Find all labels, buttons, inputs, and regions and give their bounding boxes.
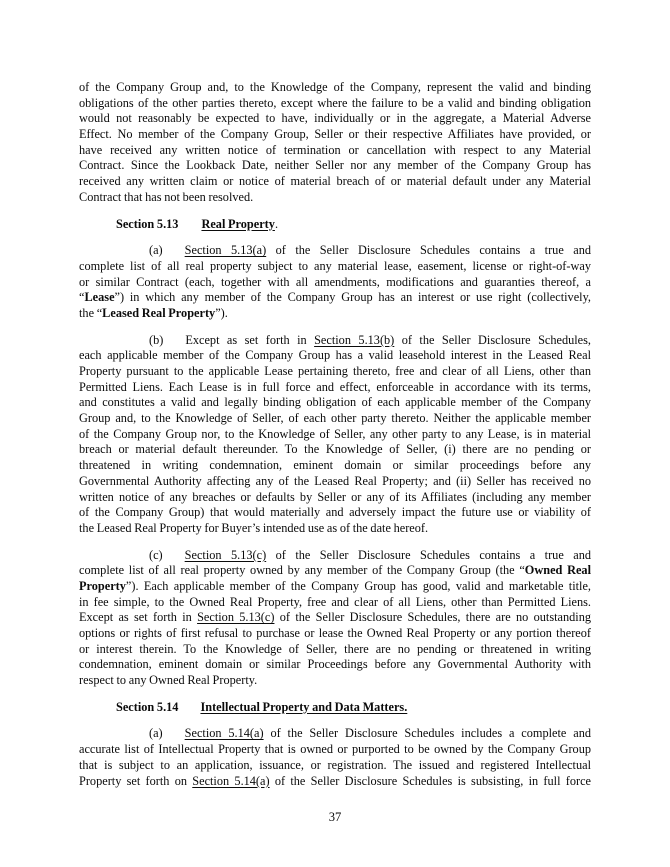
section-reference: Section 5.14(a) <box>184 726 264 741</box>
tab-spacer <box>163 253 185 254</box>
text-line <box>79 333 591 349</box>
tab-spacer <box>178 227 201 228</box>
section-reference: Intellectual Property and Data Matters. <box>200 699 408 714</box>
section-reference: Section 5.13(c) <box>197 610 275 625</box>
text-run: and constitutes a valid and legally binding obligation of each applicable member of the Company <box>79 395 591 410</box>
text-line <box>79 758 591 774</box>
text-run: (b) <box>149 332 164 347</box>
text-run: respect to any Owned Real Property. <box>79 673 258 688</box>
text-line <box>79 243 591 259</box>
text-run: . <box>274 216 279 231</box>
text-run: Permitted Liens. Each Lease is in full force and effect, enforceable in accordance with its terms, <box>79 379 591 394</box>
text-line <box>79 595 591 611</box>
text-run: of the Seller Disclosure Schedules contains a true and <box>266 243 591 258</box>
section-reference: Section 5.13(b) <box>314 332 395 347</box>
text-run: condemnation, eminent domain or similar Proceedings before any Governmental Authority with <box>79 657 591 672</box>
section-reference: Section 5.13(a) <box>184 243 267 258</box>
text-line <box>79 380 591 396</box>
text-line <box>79 158 591 174</box>
text-run: that is subject to an application, issuance, or registration. The issued and registered Intellectual <box>79 757 591 772</box>
tab-spacer <box>163 558 185 559</box>
text-run: Group and, to the Knowledge of Seller, of each other party thereto. Neither the applicable member <box>79 411 591 426</box>
text-line <box>79 505 591 521</box>
section-reference: Real Property <box>201 216 275 231</box>
text-run: “ <box>79 290 85 305</box>
text-line <box>79 700 591 716</box>
text-line <box>79 364 591 380</box>
paragraph-5-13-a <box>79 243 591 321</box>
text-line <box>79 442 591 458</box>
text-line <box>79 190 591 206</box>
text-line <box>79 642 591 658</box>
text-run: (a) <box>149 726 163 741</box>
text-run: Governmental Authority affecting any of the Leased Real Property; and (ii) Seller has received no <box>79 473 591 488</box>
text-line <box>79 259 591 275</box>
text-line <box>79 673 591 689</box>
text-line <box>79 411 591 427</box>
defined-term: Leased Real Property <box>102 305 216 320</box>
text-run: Contract that has not been resolved. <box>79 189 254 204</box>
text-run: complete list of all real property subject to any material lease, easement, license or right-of-way <box>79 258 591 273</box>
tab-spacer <box>79 253 149 254</box>
text-run: or interest therein. To the Knowledge of Seller, there are no pending or threatened in writing <box>79 641 591 656</box>
text-run: complete list of all real property owned by any member of the Company Group (the “ <box>79 563 525 578</box>
text-line <box>79 579 591 595</box>
text-line <box>79 742 591 758</box>
tab-spacer <box>163 736 185 737</box>
text-run: ”). <box>215 305 228 320</box>
text-run: Property set forth on <box>79 773 193 788</box>
text-run: of the Seller Disclosure Schedules, there are no outstanding <box>274 610 591 625</box>
text-line <box>79 348 591 364</box>
section-reference: Section 5.13(c) <box>184 547 267 562</box>
text-run: of the Company Group) that would materially and adversely impact the future use or viability of <box>79 505 591 520</box>
text-line <box>79 521 591 537</box>
text-line <box>79 111 591 127</box>
text-line <box>79 490 591 506</box>
paragraph-material-contracts-continuation <box>79 80 591 206</box>
text-line <box>79 275 591 291</box>
text-line <box>79 774 591 790</box>
text-line <box>79 474 591 490</box>
paragraph-5-13-b <box>79 333 591 537</box>
text-run: written notice of any breaches or defaults by Seller or any of its Affiliates (including any member <box>79 489 591 504</box>
text-run: or similar Contract (each, together with all amendments, modifications and guaranties thereof, a <box>79 274 591 289</box>
defined-term: Section 5.14 <box>116 699 179 714</box>
defined-term: Lease <box>84 290 115 305</box>
text-run: of the Seller Disclosure Schedules is subsisting, in full force <box>269 773 591 788</box>
text-run: Except as set forth in <box>79 610 198 625</box>
tab-spacer <box>163 343 185 344</box>
section-reference: Section 5.14(a) <box>192 773 270 788</box>
text-run: breach or material default thereunder. To the Knowledge of Seller, (i) there are no pending or <box>79 442 591 457</box>
tab-spacer <box>79 227 116 228</box>
text-run: (c) <box>149 547 163 562</box>
page-number: 37 <box>328 810 342 824</box>
text-line <box>79 143 591 159</box>
tab-spacer <box>79 710 116 711</box>
text-run: of the Seller Disclosure Schedules contains a true and <box>266 547 591 562</box>
text-line <box>79 657 591 673</box>
heading-section-5-13 <box>79 217 591 233</box>
tab-spacer <box>79 736 149 737</box>
text-run: the Leased Real Property for Buyer’s intended use as of the date hereof. <box>79 520 429 535</box>
text-line <box>79 127 591 143</box>
text-run: Except as set forth in <box>185 332 315 347</box>
document-content <box>79 80 591 789</box>
text-run: threatened in writing condemnation, eminent domain or similar proceedings before any <box>79 458 591 473</box>
text-run: ”). Each applicable member of the Company Group has good, valid and marketable title, <box>125 578 591 593</box>
text-run: of the Company Group and, to the Knowledge of the Company, represent the valid and binding <box>79 80 591 94</box>
text-run: of the Seller Disclosure Schedules includes a complete and <box>263 726 591 741</box>
text-line <box>79 395 591 411</box>
text-run: options or rights of first refusal to purchase or lease the Owned Real Property or any portion thereof <box>79 626 591 640</box>
text-run: accurate list of Intellectual Property that is owned or purported to be owned by the Company Group <box>79 742 591 757</box>
text-run: obligations of the other parties thereto, except where the failure to be a valid and binding obligation <box>79 95 591 110</box>
paragraph-5-13-c <box>79 548 591 689</box>
text-run: Effect. No member of the Company Group, Seller or their respective Affiliates have provided, or <box>79 127 591 142</box>
defined-term: Section 5.13 <box>116 216 179 231</box>
text-line <box>79 80 591 96</box>
text-run: (a) <box>149 243 163 258</box>
tab-spacer <box>79 558 149 559</box>
text-run: Contract. Since the Lookback Date, neither Seller nor any member of the Company Group has <box>79 158 591 173</box>
text-run: in fee simple, to the Owned Real Property, free and clear of all Liens, other than Permitted Liens. <box>79 594 591 609</box>
text-line <box>79 726 591 742</box>
text-line <box>79 563 591 579</box>
text-run: each applicable member of the Company Group has a valid leasehold interest in the Leased Real <box>79 348 591 363</box>
text-run: of the Seller Disclosure Schedules, <box>394 332 591 347</box>
text-line <box>79 610 591 626</box>
defined-term: Owned Real <box>524 563 591 578</box>
text-line <box>79 290 591 306</box>
text-line <box>79 306 591 322</box>
text-line <box>79 458 591 474</box>
text-run: have received any written notice of termination or cancellation with respect to any Material <box>79 142 591 157</box>
defined-term: Property <box>79 578 126 593</box>
text-line <box>79 626 591 642</box>
text-line <box>79 217 591 233</box>
paragraph-5-14-a <box>79 726 591 789</box>
text-run: Property pursuant to the applicable Lease pertaining thereto, free and clear of all Liens, other than <box>79 364 591 378</box>
text-line <box>79 96 591 112</box>
text-run: the “ <box>79 305 103 320</box>
text-line <box>79 174 591 190</box>
text-run: ”) in which any member of the Company Group has an interest or use right (collectively, <box>114 290 591 305</box>
tab-spacer <box>79 343 149 344</box>
text-line <box>79 548 591 564</box>
text-run: would not reasonably be expected to have, individually or in the aggregate, a Material Adverse <box>79 111 591 126</box>
text-run: of the Company Group nor, to the Knowledge of Seller, any other party to any Lease, is in material <box>79 426 591 441</box>
text-run: received any written claim or notice of material breach of or material default under any Material <box>79 174 591 189</box>
heading-section-5-14 <box>79 700 591 716</box>
text-line <box>79 427 591 443</box>
tab-spacer <box>178 710 200 711</box>
